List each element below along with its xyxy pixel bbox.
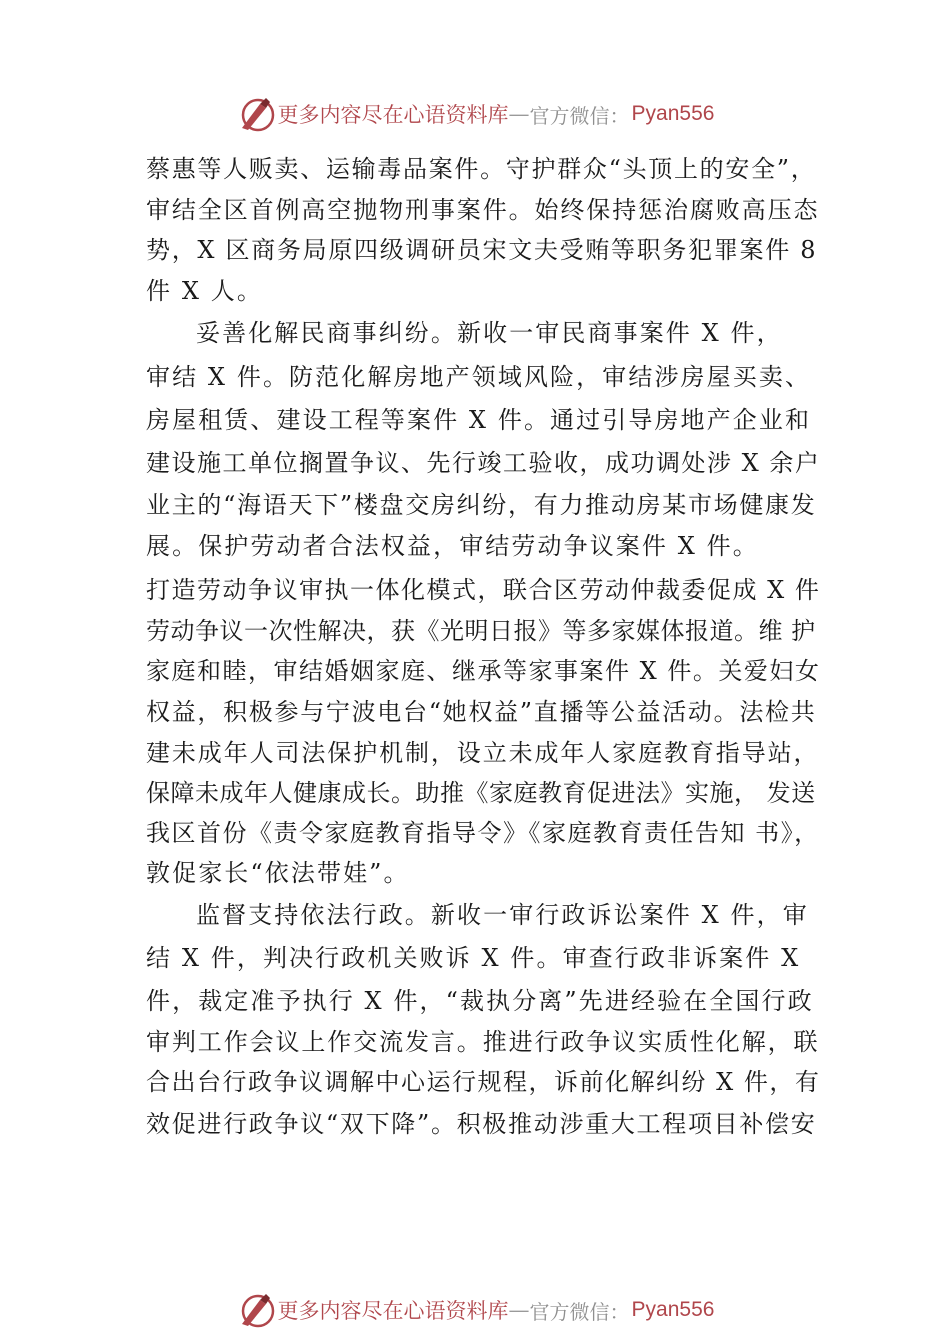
footer-banner bbox=[0, 1288, 950, 1332]
paragraph-start-line: 妥善化解民商事纠纷。新收一审民商事案件 X 件， bbox=[196, 319, 783, 347]
text-line: 合出台行政争议调解中心运行规程，诉前化解纠纷 X 件，有 bbox=[146, 1068, 821, 1096]
header-wechat-id: Pyan556 bbox=[631, 102, 715, 125]
text-line: 建设施工单位搁置争议、先行竣工验收，成功调处涉 X 余户 bbox=[146, 449, 821, 477]
text-line: 敦促家长“依法带娃”。 bbox=[146, 859, 410, 887]
text-line: 房屋租赁、建设工程等案件 X 件。通过引导房地产企业和 bbox=[146, 406, 812, 434]
paragraph-start-line: 监督支持依法行政。新收一审行政诉讼案件 X 件，审 bbox=[196, 901, 809, 929]
text-line: 审结 X 件。防范化解房地产领域风险，审结涉房屋买卖、 bbox=[146, 363, 812, 391]
text-line: 劳动争议一次性解决，获《光明日报》等多家媒体报道。维 护 bbox=[146, 617, 816, 645]
header-wechat-label: 官方微信： bbox=[529, 103, 630, 128]
header-banner bbox=[0, 92, 950, 136]
pen-logo-icon bbox=[236, 94, 276, 134]
footer-separator: — bbox=[508, 1298, 530, 1322]
header-banner-text: 更多内容尽在心语资料库 bbox=[277, 103, 509, 127]
text-line: 件，裁定准予执行 X 件，“裁执分离”先进经验在全国行政 bbox=[146, 987, 814, 1015]
text-line: 蔡惠等人贩卖、运输毒品案件。守护群众“头顶上的安全”， bbox=[146, 155, 817, 183]
text-line: 建未成年人司法保护机制，设立未成年人家庭教育指导站， bbox=[146, 739, 820, 767]
text-line: 家庭和睦，审结婚姻家庭、继承等家事案件 X 件。关爱妇女 bbox=[146, 657, 821, 685]
text-line: 结 X 件，判决行政机关败诉 X 件。审查行政非诉案件 X bbox=[146, 944, 801, 972]
text-line: 打造劳动争议审执一体化模式，联合区劳动仲裁委促成 X 件 bbox=[146, 576, 821, 604]
text-line: 审结全区首例高空抛物刑事案件。始终保持惩治腐败高压态 bbox=[146, 196, 820, 224]
text-line: 效促进行政争议“双下降”。积极推动涉重大工程项目补偿安 bbox=[146, 1110, 817, 1138]
text-line: 权益，积极参与宁波电台“她权益”直播等公益活动。法检共 bbox=[146, 698, 817, 726]
text-line: 件 X 人。 bbox=[146, 277, 263, 305]
header-separator: — bbox=[508, 102, 530, 126]
text-line: 业主的“海语天下”楼盘交房纠纷，有力推动房某市场健康发 bbox=[146, 491, 817, 519]
footer-banner-text: 更多内容尽在心语资料库 bbox=[277, 1299, 509, 1323]
text-line: 展。保护劳动者合法权益，审结劳动争议案件 X 件。 bbox=[146, 532, 759, 560]
text-line: 审判工作会议上作交流发言。推进行政争议实质性化解，联 bbox=[146, 1028, 820, 1056]
text-line: 我区首份《责令家庭教育指导令》《家庭教育责任告知 书》， bbox=[146, 819, 820, 847]
pen-logo-icon bbox=[236, 1290, 276, 1330]
footer-wechat-label: 官方微信： bbox=[529, 1299, 630, 1324]
text-line: 势，X 区商务局原四级调研员宋文夫受贿等职务犯罪案件 8 bbox=[146, 236, 818, 264]
text-line: 保障未成年人健康成长。助推《家庭教育促进法》实施， 发送 bbox=[146, 779, 816, 807]
footer-wechat-id: Pyan556 bbox=[631, 1298, 715, 1321]
